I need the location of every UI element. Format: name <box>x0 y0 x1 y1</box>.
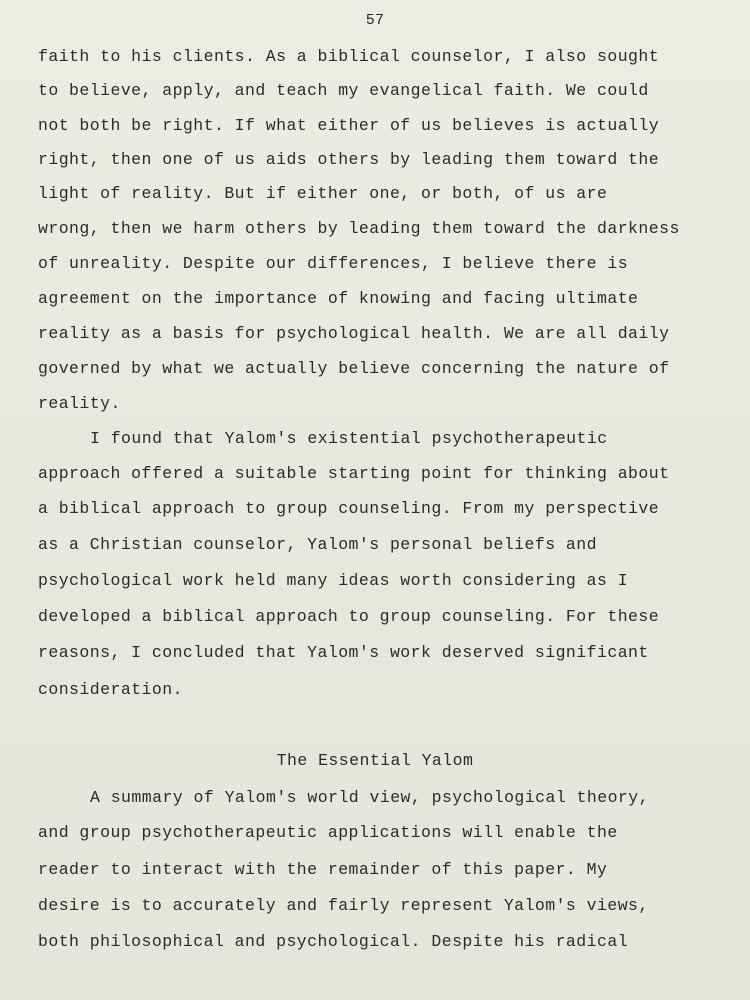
text-line: A summary of Yalom's world view, psychological theory, <box>90 788 649 807</box>
text-line: reader to interact with the remainder of this paper. My <box>38 860 608 879</box>
text-line: agreement on the importance of knowing and facing ultimate <box>38 289 639 308</box>
text-line: to believe, apply, and teach my evangelical faith. We could <box>38 81 649 100</box>
page-number: 57 <box>365 12 385 29</box>
text-line: as a Christian counselor, Yalom's personal beliefs and <box>38 535 597 554</box>
text-line: reality. <box>38 394 121 413</box>
text-line: light of reality. But if either one, or both, of us are <box>38 184 608 203</box>
text-line: desire is to accurately and fairly represent Yalom's views, <box>38 896 649 915</box>
text-line: right, then one of us aids others by leading them toward the <box>38 150 660 169</box>
text-line: reasons, I concluded that Yalom's work deserved significant <box>38 643 649 662</box>
text-line: wrong, then we harm others by leading them toward the darkness <box>38 219 680 238</box>
text-line: both philosophical and psychological. Despite his radical <box>38 932 629 951</box>
text-line: of unreality. Despite our differences, I believe there is <box>38 254 629 273</box>
text-line: and group psychotherapeutic applications will enable the <box>38 823 618 842</box>
text-line: not both be right. If what either of us believes is actually <box>38 116 660 135</box>
text-line: a biblical approach to group counseling. From my perspective <box>38 499 660 518</box>
text-line: faith to his clients. As a biblical counselor, I also sought <box>38 47 660 66</box>
text-line: consideration. <box>38 680 183 699</box>
section-heading: The Essential Yalom <box>276 751 474 770</box>
text-line: psychological work held many ideas worth considering as I <box>38 571 629 590</box>
text-line: I found that Yalom's existential psychotherapeutic <box>90 429 608 448</box>
text-line: developed a biblical approach to group counseling. For these <box>38 607 660 626</box>
text-line: reality as a basis for psychological health. We are all daily <box>38 324 670 343</box>
text-line: approach offered a suitable starting point for thinking about <box>38 464 670 483</box>
text-line: governed by what we actually believe concerning the nature of <box>38 359 670 378</box>
